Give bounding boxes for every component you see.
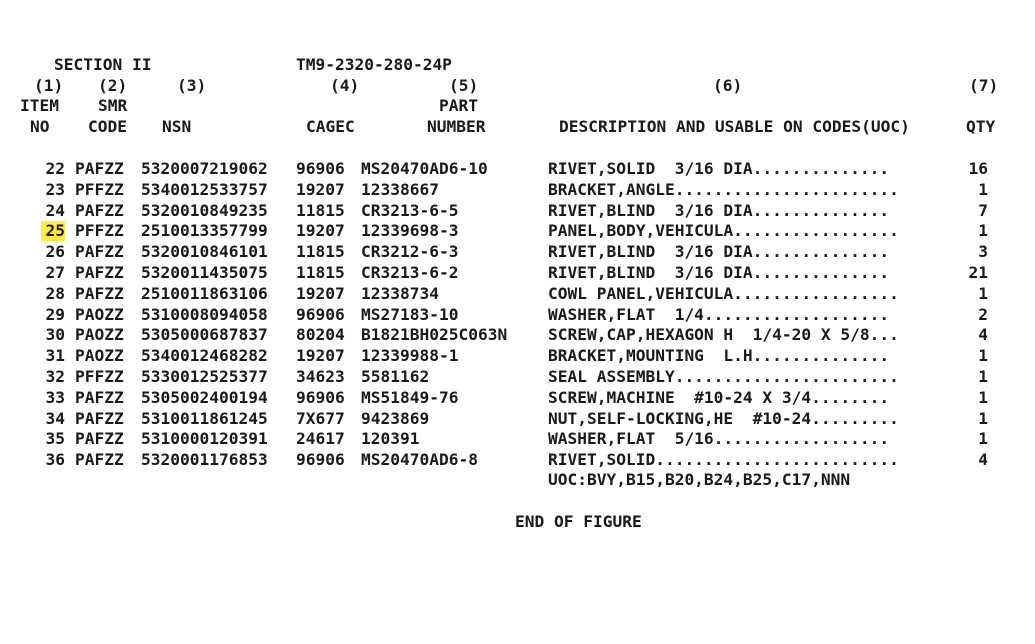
smr-code: PFFZZ [75, 221, 124, 240]
quantity: 4 [978, 450, 988, 469]
description: SEAL ASSEMBLY....................... [548, 367, 899, 386]
item-number: 32 [45, 367, 65, 386]
item-number: 31 [45, 346, 65, 365]
smr-code: PAFZZ [75, 201, 124, 220]
uoc-line: UOC:BVY,B15,B20,B24,B25,C17,NNN [548, 470, 851, 489]
table-row [0, 305, 1035, 326]
qty-header: QTY [966, 117, 996, 136]
nsn-value: 5320010846101 [141, 242, 268, 261]
cagec-value: 80204 [296, 325, 345, 344]
table-row [0, 346, 1035, 367]
cagec-value: 24617 [296, 429, 345, 448]
item-number: 34 [45, 409, 65, 428]
part-number: 12339988-1 [361, 346, 459, 365]
item-number: 24 [45, 201, 65, 220]
item-number: 35 [45, 429, 65, 448]
part-number: MS20470AD6-8 [361, 450, 478, 469]
table-row [0, 159, 1035, 180]
smr-code: PAFZZ [75, 263, 124, 282]
quantity: 21 [968, 263, 988, 282]
part-number: 12339698-3 [361, 221, 459, 240]
item-number: 22 [45, 159, 65, 178]
smr-code: PAFZZ [75, 284, 124, 303]
cagec-value: 34623 [296, 367, 345, 386]
cagec-value: 11815 [296, 201, 345, 220]
description: SCREW,MACHINE #10-24 X 3/4........ [548, 388, 890, 407]
table-row [0, 284, 1035, 305]
smr-header-top: SMR [98, 96, 128, 115]
col3-number: (3) [177, 76, 207, 95]
item-number: 25 [41, 221, 65, 241]
quantity: 1 [978, 346, 988, 365]
item-number: 27 [45, 263, 65, 282]
col1-number: (1) [34, 76, 64, 95]
quantity: 2 [978, 305, 988, 324]
nsn-value: 5340012533757 [141, 180, 268, 199]
smr-header-bottom: CODE [88, 117, 127, 136]
item-number: 36 [45, 450, 65, 469]
smr-code: PFFZZ [75, 180, 124, 199]
description: BRACKET,MOUNTING L.H.............. [548, 346, 890, 365]
part-number: CR3213-6-2 [361, 263, 459, 282]
part-header-bottom: NUMBER [427, 117, 486, 136]
table-row [0, 388, 1035, 409]
description: RIVET,SOLID 3/16 DIA.............. [548, 159, 890, 178]
cagec-value: 19207 [296, 221, 345, 240]
nsn-value: 5305002400194 [141, 388, 268, 407]
item-number: 30 [45, 325, 65, 344]
quantity: 1 [978, 388, 988, 407]
cagec-value: 96906 [296, 388, 345, 407]
nsn-value: 5310000120391 [141, 429, 268, 448]
nsn-value: 5310011861245 [141, 409, 268, 428]
part-number: CR3213-6-5 [361, 201, 459, 220]
quantity: 1 [978, 221, 988, 240]
description: RIVET,BLIND 3/16 DIA.............. [548, 263, 890, 282]
table-row [0, 180, 1035, 201]
cagec-value: 19207 [296, 284, 345, 303]
part-number: B1821BH025C063N [361, 325, 508, 344]
table-row [0, 450, 1035, 471]
smr-code: PAOZZ [75, 325, 124, 344]
description: NUT,SELF-LOCKING,HE #10-24......... [548, 409, 899, 428]
item-number: 29 [45, 305, 65, 324]
quantity: 1 [978, 284, 988, 303]
cagec-value: 96906 [296, 159, 345, 178]
table-row [0, 201, 1035, 222]
smr-code: PAFZZ [75, 388, 124, 407]
description: SCREW,CAP,HEXAGON H 1/4-20 X 5/8... [548, 325, 899, 344]
description: RIVET,BLIND 3/16 DIA.............. [548, 201, 890, 220]
item-number: 26 [45, 242, 65, 261]
description: COWL PANEL,VEHICULA................. [548, 284, 899, 303]
item-header-top: ITEM [20, 96, 59, 115]
quantity: 7 [978, 201, 988, 220]
table-row [0, 409, 1035, 430]
smr-code: PAFZZ [75, 450, 124, 469]
table-row [0, 221, 1035, 242]
section-label: SECTION II [54, 55, 152, 74]
quantity: 3 [978, 242, 988, 261]
part-header-top: PART [439, 96, 478, 115]
nsn-value: 5340012468282 [141, 346, 268, 365]
description: RIVET,BLIND 3/16 DIA.............. [548, 242, 890, 261]
description: BRACKET,ANGLE....................... [548, 180, 899, 199]
nsn-value: 5310008094058 [141, 305, 268, 324]
item-number: 28 [45, 284, 65, 303]
nsn-value: 5320011435075 [141, 263, 268, 282]
part-number: CR3212-6-3 [361, 242, 459, 261]
quantity: 1 [978, 409, 988, 428]
cagec-value: 19207 [296, 180, 345, 199]
quantity: 1 [978, 367, 988, 386]
nsn-value: 5330012525377 [141, 367, 268, 386]
smr-code: PAFZZ [75, 409, 124, 428]
description-header: DESCRIPTION AND USABLE ON CODES(UOC) [559, 117, 910, 136]
col2-number: (2) [98, 76, 128, 95]
description: RIVET,SOLID......................... [548, 450, 899, 469]
part-number: 5581162 [361, 367, 430, 386]
nsn-value: 5320001176853 [141, 450, 268, 469]
table-row [0, 367, 1035, 388]
nsn-value: 5320007219062 [141, 159, 268, 178]
table-row [0, 263, 1035, 284]
manual-number: TM9-2320-280-24P [296, 55, 452, 74]
item-header-bottom: NO [30, 117, 50, 136]
smr-code: PAFZZ [75, 429, 124, 448]
cagec-value: 7X677 [296, 409, 345, 428]
smr-code: PAFZZ [75, 242, 124, 261]
quantity: 1 [978, 429, 988, 448]
cagec-value: 11815 [296, 263, 345, 282]
smr-code: PAOZZ [75, 346, 124, 365]
smr-code: PFFZZ [75, 367, 124, 386]
quantity: 16 [968, 159, 988, 178]
part-number: MS20470AD6-10 [361, 159, 488, 178]
description: PANEL,BODY,VEHICULA................. [548, 221, 899, 240]
part-number: 9423869 [361, 409, 430, 428]
item-number: 23 [45, 180, 65, 199]
item-number: 33 [45, 388, 65, 407]
part-number: MS27183-10 [361, 305, 459, 324]
col5-number: (5) [449, 76, 479, 95]
part-number: 12338667 [361, 180, 439, 199]
smr-code: PAOZZ [75, 305, 124, 324]
nsn-value: 2510011863106 [141, 284, 268, 303]
cagec-value: 96906 [296, 305, 345, 324]
description: WASHER,FLAT 5/16.................. [548, 429, 890, 448]
smr-code: PAFZZ [75, 159, 124, 178]
description: WASHER,FLAT 1/4................... [548, 305, 890, 324]
cagec-value: 19207 [296, 346, 345, 365]
table-row [0, 325, 1035, 346]
nsn-value: 5305000687837 [141, 325, 268, 344]
quantity: 4 [978, 325, 988, 344]
nsn-value: 2510013357799 [141, 221, 268, 240]
table-row [0, 242, 1035, 263]
part-number: 12338734 [361, 284, 439, 303]
nsn-header: NSN [162, 117, 192, 136]
table-row [0, 429, 1035, 450]
part-number: MS51849-76 [361, 388, 459, 407]
part-number: 120391 [361, 429, 420, 448]
col6-number: (6) [713, 76, 743, 95]
quantity: 1 [978, 180, 988, 199]
col7-number: (7) [969, 76, 999, 95]
col4-number: (4) [330, 76, 360, 95]
nsn-value: 5320010849235 [141, 201, 268, 220]
cagec-value: 96906 [296, 450, 345, 469]
cagec-header: CAGEC [306, 117, 355, 136]
cagec-value: 11815 [296, 242, 345, 261]
end-of-figure: END OF FIGURE [515, 512, 642, 531]
